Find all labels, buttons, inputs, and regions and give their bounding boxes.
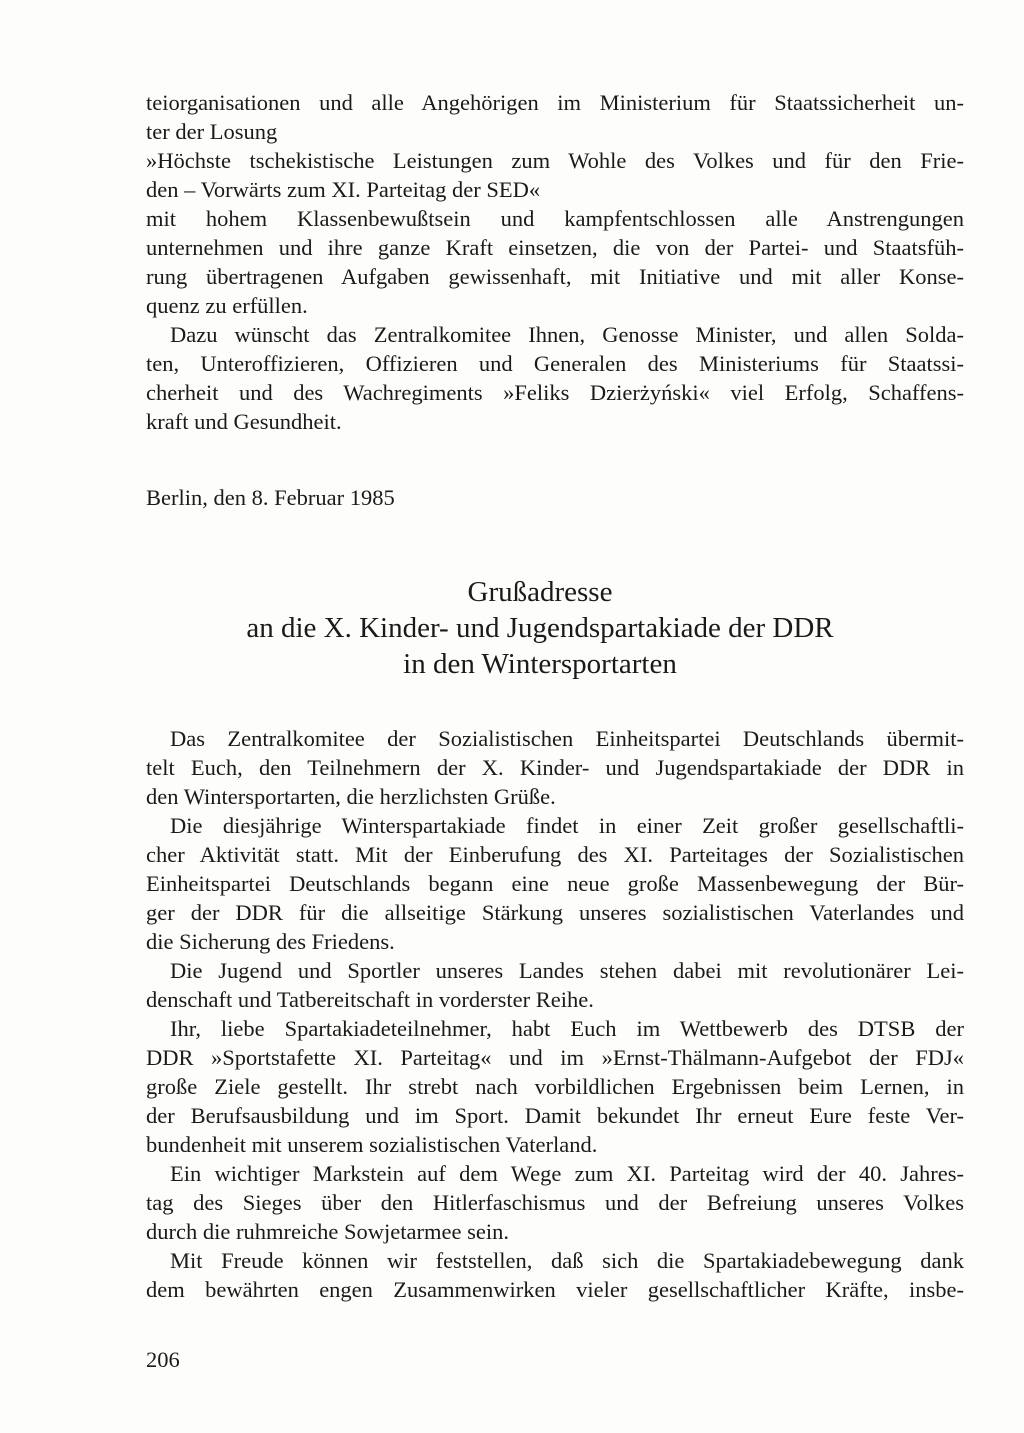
text-line: ger der DDR für die allseitige Stärkung unseres sozialistischen Vaterlandes und [146,900,964,925]
text-line: den – Vorwärts zum XI. Parteitag der SED« [146,177,541,202]
text-line: kraft und Gesundheit. [146,409,342,434]
text-line: rung übertragenen Aufgaben gewissenhaft, mit Initiative und mit aller Konse- [146,264,964,289]
text-line: dem bewährten engen Zusammenwirken vieler gesellschaftlicher Kräfte, insbe- [146,1277,964,1302]
page-number: 206 [146,1347,180,1372]
text-line: mit hohem Klassenbewußtsein und kampfentschlossen alle Anstrengungen [146,206,964,231]
text-line: quenz zu erfüllen. [146,293,308,318]
text-line: die Sicherung des Friedens. [146,929,395,954]
letter-closing-text [146,88,964,436]
text-line: DDR »Sportstafette XI. Parteitag« und im »Ernst-Thälmann-Aufgebot der FDJ« [146,1045,964,1070]
section-title [120,574,960,682]
text-line: Das Zentralkomitee der Sozialistischen Einheitspartei Deutschlands übermit- [170,726,964,751]
text-line: teiorganisationen und alle Angehörigen im Ministerium für Staatssicherheit un- [146,90,964,115]
text-line: Die Jugend und Sportler unseres Landes stehen dabei mit revolutionärer Lei- [170,958,964,983]
text-line: Ein wichtiger Markstein auf dem Wege zum XI. Parteitag wird der 40. Jahres- [170,1161,964,1186]
text-line: den Wintersportarten, die herzlichsten Grüße. [146,784,556,809]
text-line: denschaft und Tatbereitschaft in vorderster Reihe. [146,987,594,1012]
text-line: Die diesjährige Winterspartakiade findet in einer Zeit großer gesellschaftli- [170,813,964,838]
text-line: Einheitspartei Deutschlands begann eine neue große Massenbewegung der Bür- [146,871,964,896]
title-line: in den Wintersportarten [403,648,677,680]
greeting-body-text [146,724,964,1304]
text-line: Dazu wünscht das Zentralkomitee Ihnen, Genosse Minister, und allen Solda- [170,322,964,347]
text-line: cherheit und des Wachregiments »Feliks Dzierżyński« viel Erfolg, Schaffens- [146,380,964,405]
text-line: Mit Freude können wir feststellen, daß sich die Spartakiadebewegung dank [170,1248,964,1273]
text-line: »Höchste tschekistische Leistungen zum Wohle des Volkes und für den Frie- [146,148,964,173]
text-line: der Berufsausbildung und im Sport. Damit bekundet Ihr erneut Eure feste Ver- [146,1103,964,1128]
title-line: an die X. Kinder- und Jugendspartakiade der DDR [246,612,834,644]
text-line: tag des Sieges über den Hitlerfaschismus und der Befreiung unseres Volkes [146,1190,964,1215]
text-line: ter der Losung [146,119,278,144]
letter-date: Berlin, den 8. Februar 1985 [146,485,395,510]
text-line: bundenheit mit unserem sozialistischen Vaterland. [146,1132,598,1157]
text-line: ten, Unteroffizieren, Offizieren und Generalen des Ministeriums für Staatssi- [146,351,964,376]
text-line: unternehmen und ihre ganze Kraft einsetzen, die von der Partei- und Staatsfüh- [146,235,964,260]
text-line: Ihr, liebe Spartakiadeteilnehmer, habt Euch im Wettbewerb des DTSB der [170,1016,964,1041]
text-line: telt Euch, den Teilnehmern der X. Kinder- und Jugendspartakiade der DDR in [146,755,964,780]
text-line: cher Aktivität statt. Mit der Einberufung des XI. Parteitages der Sozialistischen [146,842,964,867]
text-line: durch die ruhmreiche Sowjetarmee sein. [146,1219,509,1244]
text-line: große Ziele gestellt. Ihr strebt nach vorbildlichen Ergebnissen beim Lernen, in [146,1074,964,1099]
title-line: Grußadresse [467,576,613,608]
